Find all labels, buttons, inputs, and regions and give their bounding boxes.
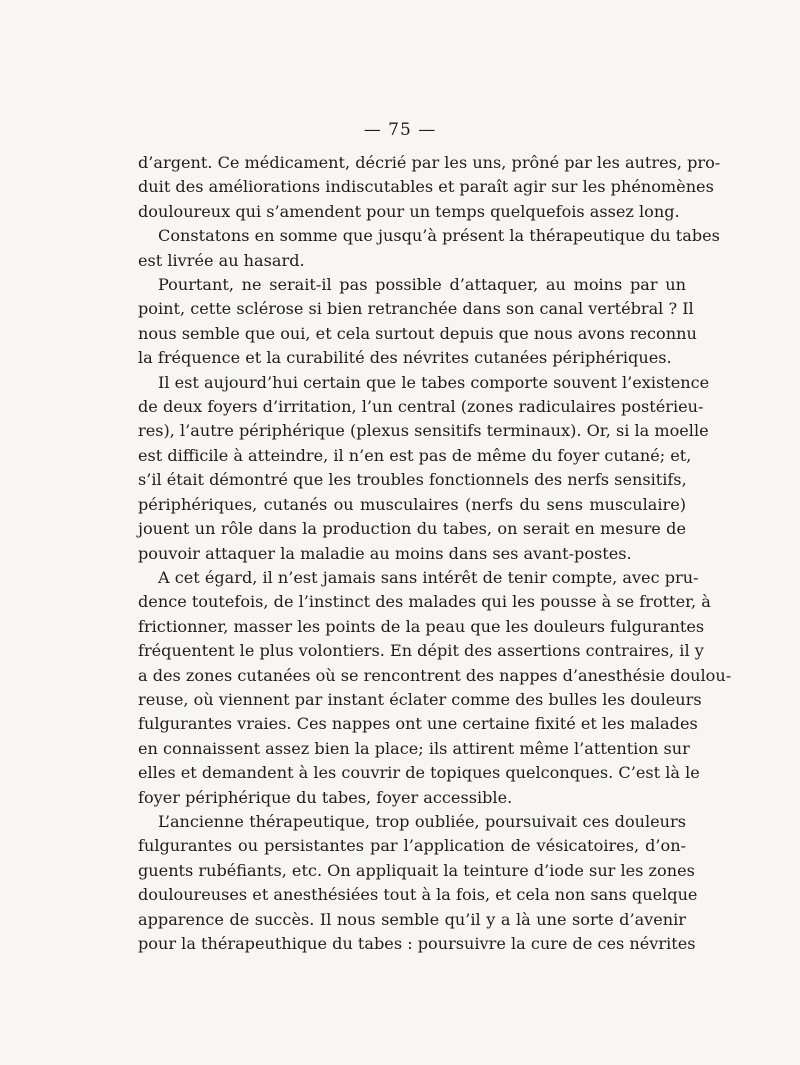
text-line: jouent un rôle dans la production du tabes, on serait en mesure de — [138, 519, 686, 539]
text-line: Pourtant, ne serait-il pas possible d’attaquer, au moins par un — [158, 275, 686, 295]
text-line: d’argent. Ce médicament, décrié par les uns, prôné par les autres, pro- — [138, 153, 721, 172]
text-line: pour la thérapeuthique du tabes : poursuivre la cure de ces névrites — [138, 934, 696, 953]
text-line: frictionner, masser les points de la peau que les douleurs fulgurantes — [138, 616, 705, 636]
text-line: guents rubéfiants, etc. On appliquait la teinture d’iode sur les zones — [138, 860, 695, 880]
text-line: est livrée au hasard. — [138, 250, 305, 270]
paragraph — [138, 224, 720, 273]
text-line: la fréquence et la curabilité des névrites cutanées périphériques. — [138, 348, 672, 368]
paragraph — [138, 273, 697, 371]
text-line: apparence de succès. Il nous semble qu’il y a là une sorte d’avenir — [138, 909, 686, 929]
text-line: douloureuses et anesthésiées tout à la fois, et cela non sans quelque — [138, 885, 698, 905]
text-line: L’ancienne thérapeutique, trop oubliée, poursuivait ces douleurs — [158, 811, 686, 831]
text-line: s’il était démontré que les troubles fonctionnels des nerfs sensitifs, — [138, 470, 687, 490]
text-line: elles et demandent à les couvrir de topiques quelconques. C’est là le — [138, 763, 700, 783]
text-line: nous semble que oui, et cela surtout depuis que nous avons reconnu — [138, 323, 697, 343]
text-line: périphériques, cutanés ou musculaires (nerfs du sens musculaire) — [138, 494, 686, 514]
text-line: a des zones cutanées où se rencontrent des nappes d’anesthésie doulou- — [138, 665, 732, 685]
text-line: duit des améliorations indiscutables et paraît agir sur les phénomènes — [138, 177, 714, 197]
text-line: pouvoir attaquer la maladie au moins dans ses avant-postes. — [138, 543, 632, 563]
paragraph — [138, 151, 721, 224]
text-line: point, cette sclérose si bien retranchée dans son canal vertébral ? Il — [138, 299, 694, 319]
text-line: en connaissent assez bien la place; ils attirent même l’attention sur — [138, 738, 690, 758]
text-line: est difficile à atteindre, il n’en est pas de même du foyer cutané; et, — [138, 445, 692, 465]
text-line: douloureux qui s’amendent pour un temps quelquefois assez long. — [138, 201, 680, 221]
text-line: Constatons en somme que jusqu’à présent la thérapeutique du tabes — [158, 226, 720, 246]
paragraph — [138, 810, 698, 956]
body-text — [138, 151, 732, 956]
text-line: dence toutefois, de l’instinct des malades qui les pousse à se frotter, à — [138, 592, 711, 612]
text-line: res), l’autre périphérique (plexus sensitifs terminaux). Or, si la moelle — [138, 421, 709, 441]
text-line: fulgurantes vraies. Ces nappes ont une certaine fixité et les malades — [138, 714, 698, 734]
text-line: Il est aujourd’hui certain que le tabes comporte souvent l’existence — [158, 372, 710, 392]
text-line: foyer périphérique du tabes, foyer accessible. — [138, 787, 513, 807]
page-number: — 75 — — [363, 120, 437, 140]
text-line: fréquentent le plus volontiers. En dépit des assertions contraires, il y — [138, 641, 704, 661]
paragraph — [138, 566, 732, 810]
text-line: reuse, où viennent par instant éclater comme des bulles les douleurs — [138, 689, 702, 709]
text-line: A cet égard, il n’est jamais sans intérêt de tenir compte, avec pru- — [158, 567, 699, 587]
text-line: fulgurantes ou persistantes par l’application de vésicatoires, d’on- — [138, 836, 686, 856]
paragraph — [138, 371, 710, 566]
text-line: de deux foyers d’irritation, l’un central (zones radiculaires postérieu- — [138, 397, 704, 417]
